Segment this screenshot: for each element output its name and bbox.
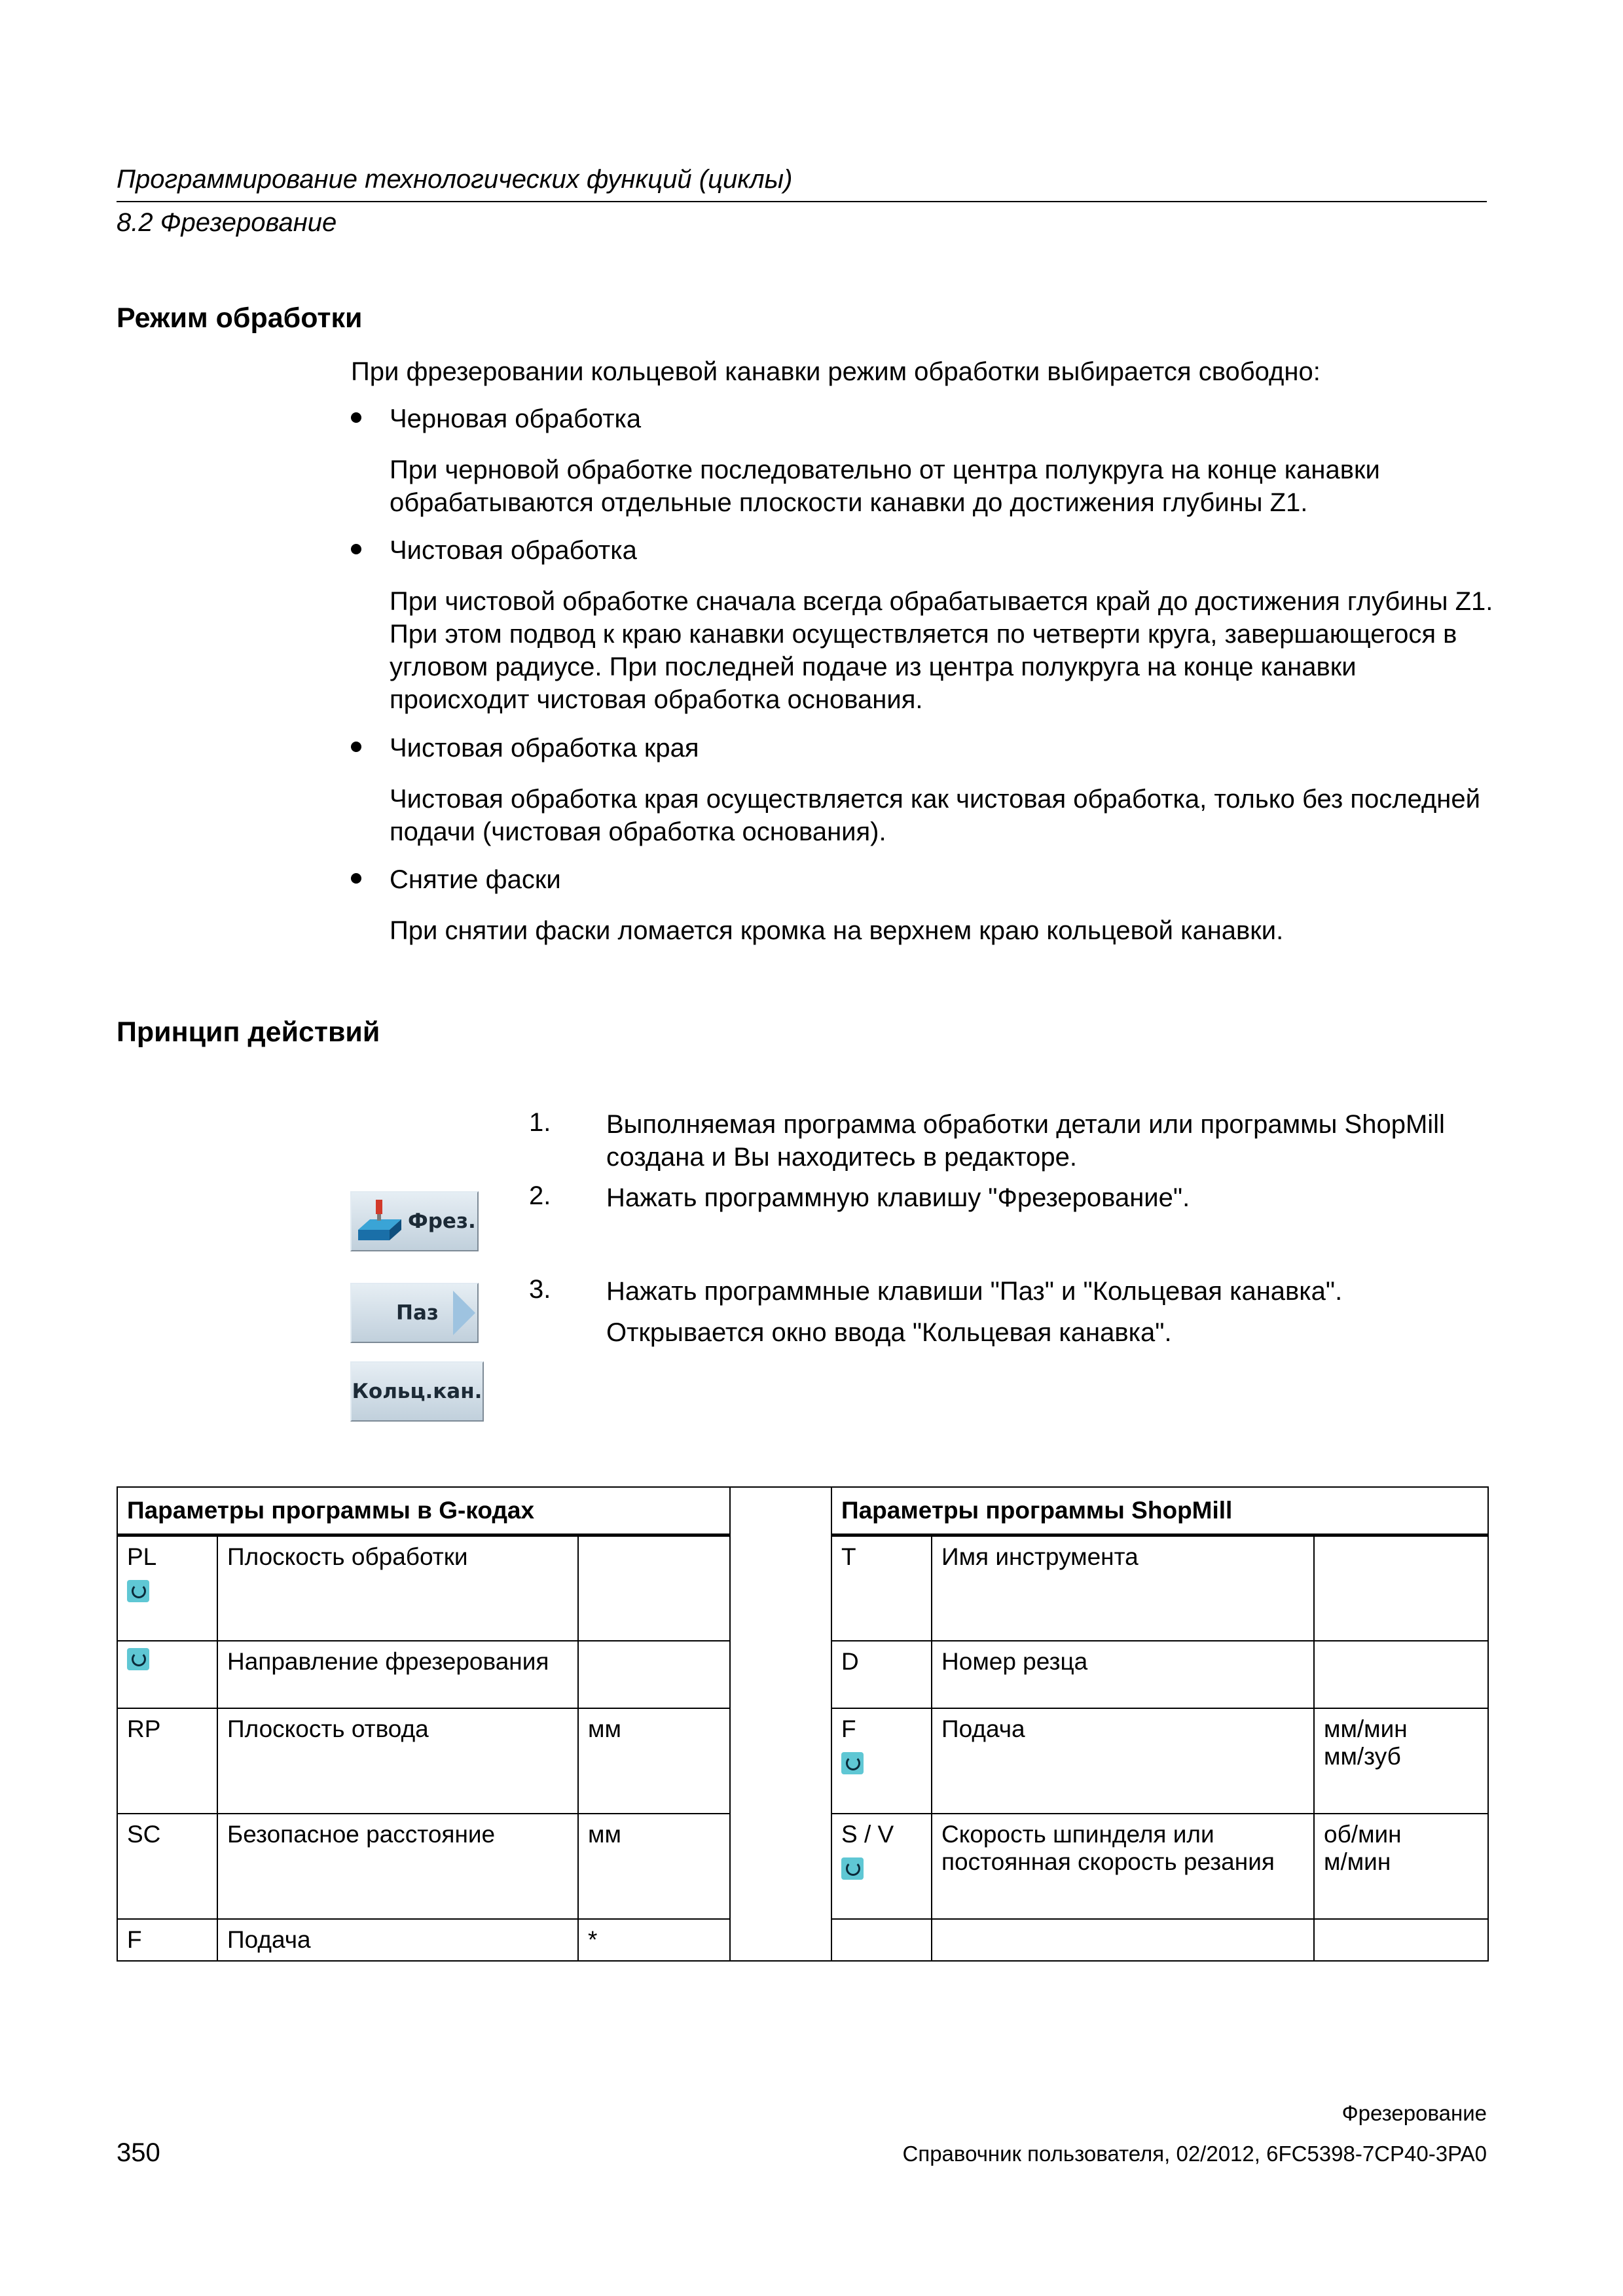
param-code: SC <box>117 1814 217 1919</box>
step-subtext: Открывается окно ввода "Кольцевая канавка". <box>606 1318 1172 1347</box>
bullet <box>351 544 361 554</box>
parameters-table <box>117 1486 1489 1962</box>
step-number: 1. <box>529 1108 551 1137</box>
bullet <box>351 412 361 423</box>
mode-item-label: Черновая обработка <box>390 404 642 433</box>
cycle-toggle-icon <box>127 1648 149 1670</box>
param-name: Плоскость отвода <box>217 1708 578 1814</box>
param-name: Подача <box>932 1708 1314 1814</box>
cycle-toggle-icon <box>127 1580 149 1602</box>
page-number: 350 <box>117 2138 160 2167</box>
header-rule <box>117 201 1487 202</box>
step-text: Нажать программную клавишу "Фрезерование". <box>606 1183 1190 1212</box>
cycle-toggle-icon <box>841 1857 864 1880</box>
param-code: PL <box>127 1543 157 1570</box>
mode-item-text: При снятии фаски ломается кромка на верхнем краю кольцевой канавки. <box>390 916 1284 945</box>
param-name: Скорость шпинделя или постоянная скорость резания <box>932 1814 1314 1919</box>
param-name: Номер резца <box>932 1641 1314 1708</box>
step-number: 2. <box>529 1181 551 1210</box>
param-name: Направление фрезерования <box>217 1641 578 1708</box>
softkey-slot[interactable] <box>350 1283 479 1343</box>
param-cell <box>831 1814 932 1919</box>
footer-chapter: Фрезерование <box>1341 2101 1487 2125</box>
param-unit <box>1314 1919 1488 1961</box>
step-text: Выполняемая программа обработки детали или программы ShopMill создана и Вы находитесь в редакторе. <box>606 1110 1445 1172</box>
mode-item-label: Чистовая обработка края <box>390 734 699 762</box>
mode-item-text: При черновой обработке последовательно от центра полукруга на конце канавки обрабатываются отдельные плоскости канавки до достижения глубины Z1. <box>390 456 1380 517</box>
param-code: F <box>841 1715 856 1742</box>
param-unit: * <box>578 1919 730 1961</box>
param-unit <box>1314 1641 1488 1708</box>
softkey-milling[interactable] <box>350 1191 479 1251</box>
arrow-right-icon <box>453 1291 475 1335</box>
running-header-chapter: Программирование технологических функций (циклы) <box>117 165 793 194</box>
param-name: Плоскость обработки <box>217 1535 578 1641</box>
gcode-params-header: Параметры программы в G-кодах <box>117 1487 730 1535</box>
footer-manual: Справочник пользователя, 02/2012, 6FC5398-7CP40-3PA0 <box>902 2142 1487 2166</box>
step-text: Нажать программные клавиши "Паз" и "Кольцевая канавка". <box>606 1277 1343 1306</box>
mill-tool-icon <box>356 1197 404 1246</box>
softkey-label: Паз <box>396 1301 439 1325</box>
param-unit: мм <box>578 1814 730 1919</box>
softkey-circular-slot[interactable] <box>350 1361 484 1422</box>
mode-item-text: Чистовая обработка края осуществляется как чистовая обработка, только без последней подачи (чистовая обработка основания). <box>390 785 1480 846</box>
running-header-section: 8.2 Фрезерование <box>117 208 337 237</box>
mode-item-text: При чистовой обработке сначала всегда обрабатывается край до достижения глубины Z1. При этом подвод к краю канавки осуществляется по четверти круга, завершающегося в угловом радиусе. При последней подаче из центра полукруга на конце канавки происходит чистовая обработка основания. <box>390 587 1493 714</box>
param-name: Безопасное расстояние <box>217 1814 578 1919</box>
param-name: Имя инструмента <box>932 1535 1314 1641</box>
param-code <box>831 1919 932 1961</box>
section-title-principle: Принцип действий <box>117 1016 380 1048</box>
param-code: D <box>831 1641 932 1708</box>
param-code: RP <box>117 1708 217 1814</box>
section-title-mode: Режим обработки <box>117 302 363 334</box>
param-code: F <box>117 1919 217 1961</box>
param-code: T <box>831 1535 932 1641</box>
param-unit <box>1314 1535 1488 1641</box>
param-name <box>932 1919 1314 1961</box>
param-unit: мм <box>578 1708 730 1814</box>
step-number: 3. <box>529 1275 551 1304</box>
softkey-label: Кольц.кан. <box>352 1380 483 1403</box>
param-unit: об/мин м/мин <box>1314 1814 1488 1919</box>
softkey-label: Фрез. <box>408 1210 476 1233</box>
mode-intro: При фрезеровании кольцевой канавки режим обработки выбирается свободно: <box>351 357 1321 386</box>
mode-item-label: Чистовая обработка <box>390 536 637 565</box>
param-code: S / V <box>841 1820 894 1848</box>
param-unit: мм/мин мм/зуб <box>1314 1708 1488 1814</box>
cycle-toggle-icon <box>841 1752 864 1774</box>
shopmill-params-header: Параметры программы ShopMill <box>831 1487 1488 1535</box>
param-unit <box>578 1641 730 1708</box>
mode-item-label: Снятие фаски <box>390 865 561 894</box>
param-cell <box>117 1535 217 1641</box>
param-cell <box>117 1641 217 1708</box>
bullet <box>351 742 361 752</box>
param-name: Подача <box>217 1919 578 1961</box>
param-cell <box>831 1708 932 1814</box>
bullet <box>351 873 361 884</box>
table-gap <box>730 1487 831 1961</box>
table-header-row <box>117 1487 1488 1535</box>
param-unit <box>578 1535 730 1641</box>
